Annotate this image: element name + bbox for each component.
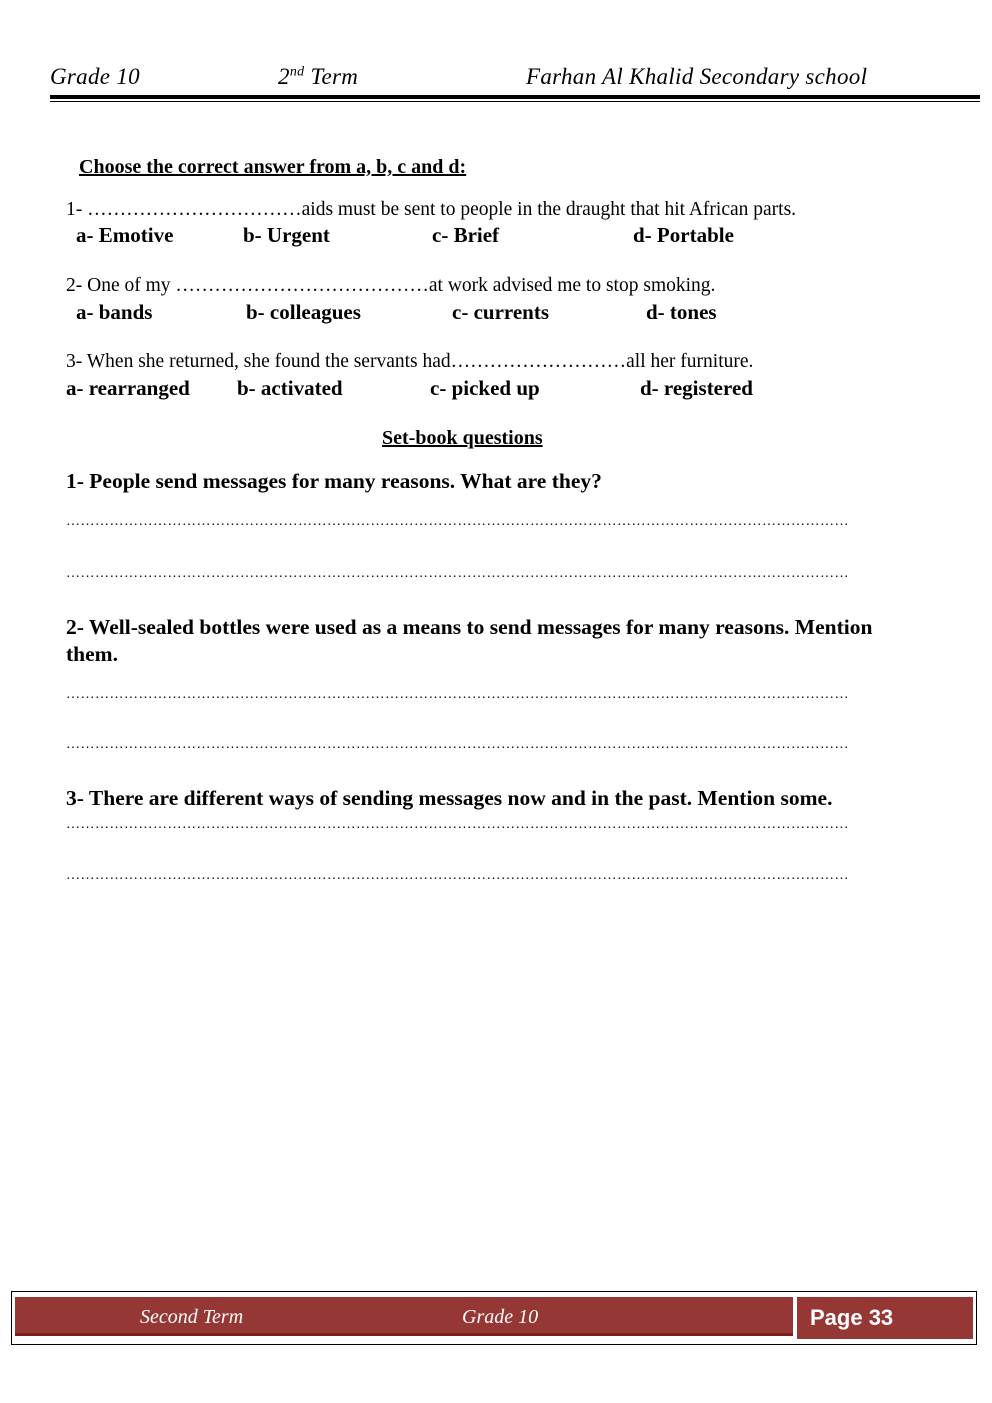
mcq-option-2c: c- currents [452, 300, 549, 324]
header-grade: Grade 10 [50, 64, 140, 89]
mcq-question-2: 2- One of my …………………………………at work advised me to stop smoking. [66, 275, 716, 296]
setbook-question-3: 3- There are different ways of sending messages now and in the past. Mention some. [66, 786, 833, 810]
mcq-option-2a: a- bands [76, 300, 153, 324]
mcq-option-1c: c- Brief [432, 223, 500, 247]
mcq-instruction: Choose the correct answer from a, b, c and d: [79, 156, 467, 178]
header-term-suffix: nd [289, 64, 305, 80]
mcq-option-1b: b- Urgent [243, 223, 330, 247]
mcq-question-1: 1- ……………………………aids must be sent to people in the draught that hit African parts. [66, 199, 797, 220]
mcq-option-3c: c- picked up [430, 376, 540, 400]
mcq-option-2d: d- tones [646, 300, 717, 324]
mcq-option-3a: a- rearranged [66, 376, 190, 400]
header-term-word: Term [310, 64, 359, 89]
mcq-question-3: 3- When she returned, she found the servants had………………………all her furniture. [66, 351, 754, 372]
mcq-option-1a: a- Emotive [76, 223, 174, 247]
answer-line[interactable]: ……………………………………………………………………………………………………………………………………………… [66, 687, 849, 702]
header-rule-thin [50, 101, 980, 102]
header-term [278, 64, 358, 90]
mcq-option-1d: d- Portable [633, 223, 734, 247]
header-rule-thick [50, 95, 980, 99]
answer-line[interactable]: ……………………………………………………………………………………………………………………………………………… [66, 566, 849, 581]
answer-line[interactable]: ……………………………………………………………………………………………………………………………………………… [66, 817, 849, 832]
answer-line[interactable]: ……………………………………………………………………………………………………………………………………………… [66, 737, 849, 752]
setbook-question-2: 2- Well-sealed bottles were used as a means to send messages for many reasons. Mention them. [66, 615, 873, 666]
mcq-option-3d: d- registered [640, 376, 753, 400]
footer-grade: Grade 10 [462, 1306, 539, 1328]
footer-page-number: Page 33 [810, 1305, 894, 1330]
header-term-number: 2 [278, 64, 290, 89]
mcq-option-3b: b- activated [237, 376, 343, 400]
header-school: Farhan Al Khalid Secondary school [526, 64, 868, 89]
footer-bar [15, 1297, 793, 1336]
answer-line[interactable]: ……………………………………………………………………………………………………………………………………………… [66, 868, 849, 883]
setbook-question-1: 1- People send messages for many reasons. What are they? [66, 469, 602, 493]
answer-line[interactable]: ……………………………………………………………………………………………………………………………………………… [66, 514, 849, 529]
mcq-option-2b: b- colleagues [246, 300, 361, 324]
footer-term: Second Term [140, 1306, 244, 1328]
setbook-heading: Set-book questions [382, 427, 543, 449]
